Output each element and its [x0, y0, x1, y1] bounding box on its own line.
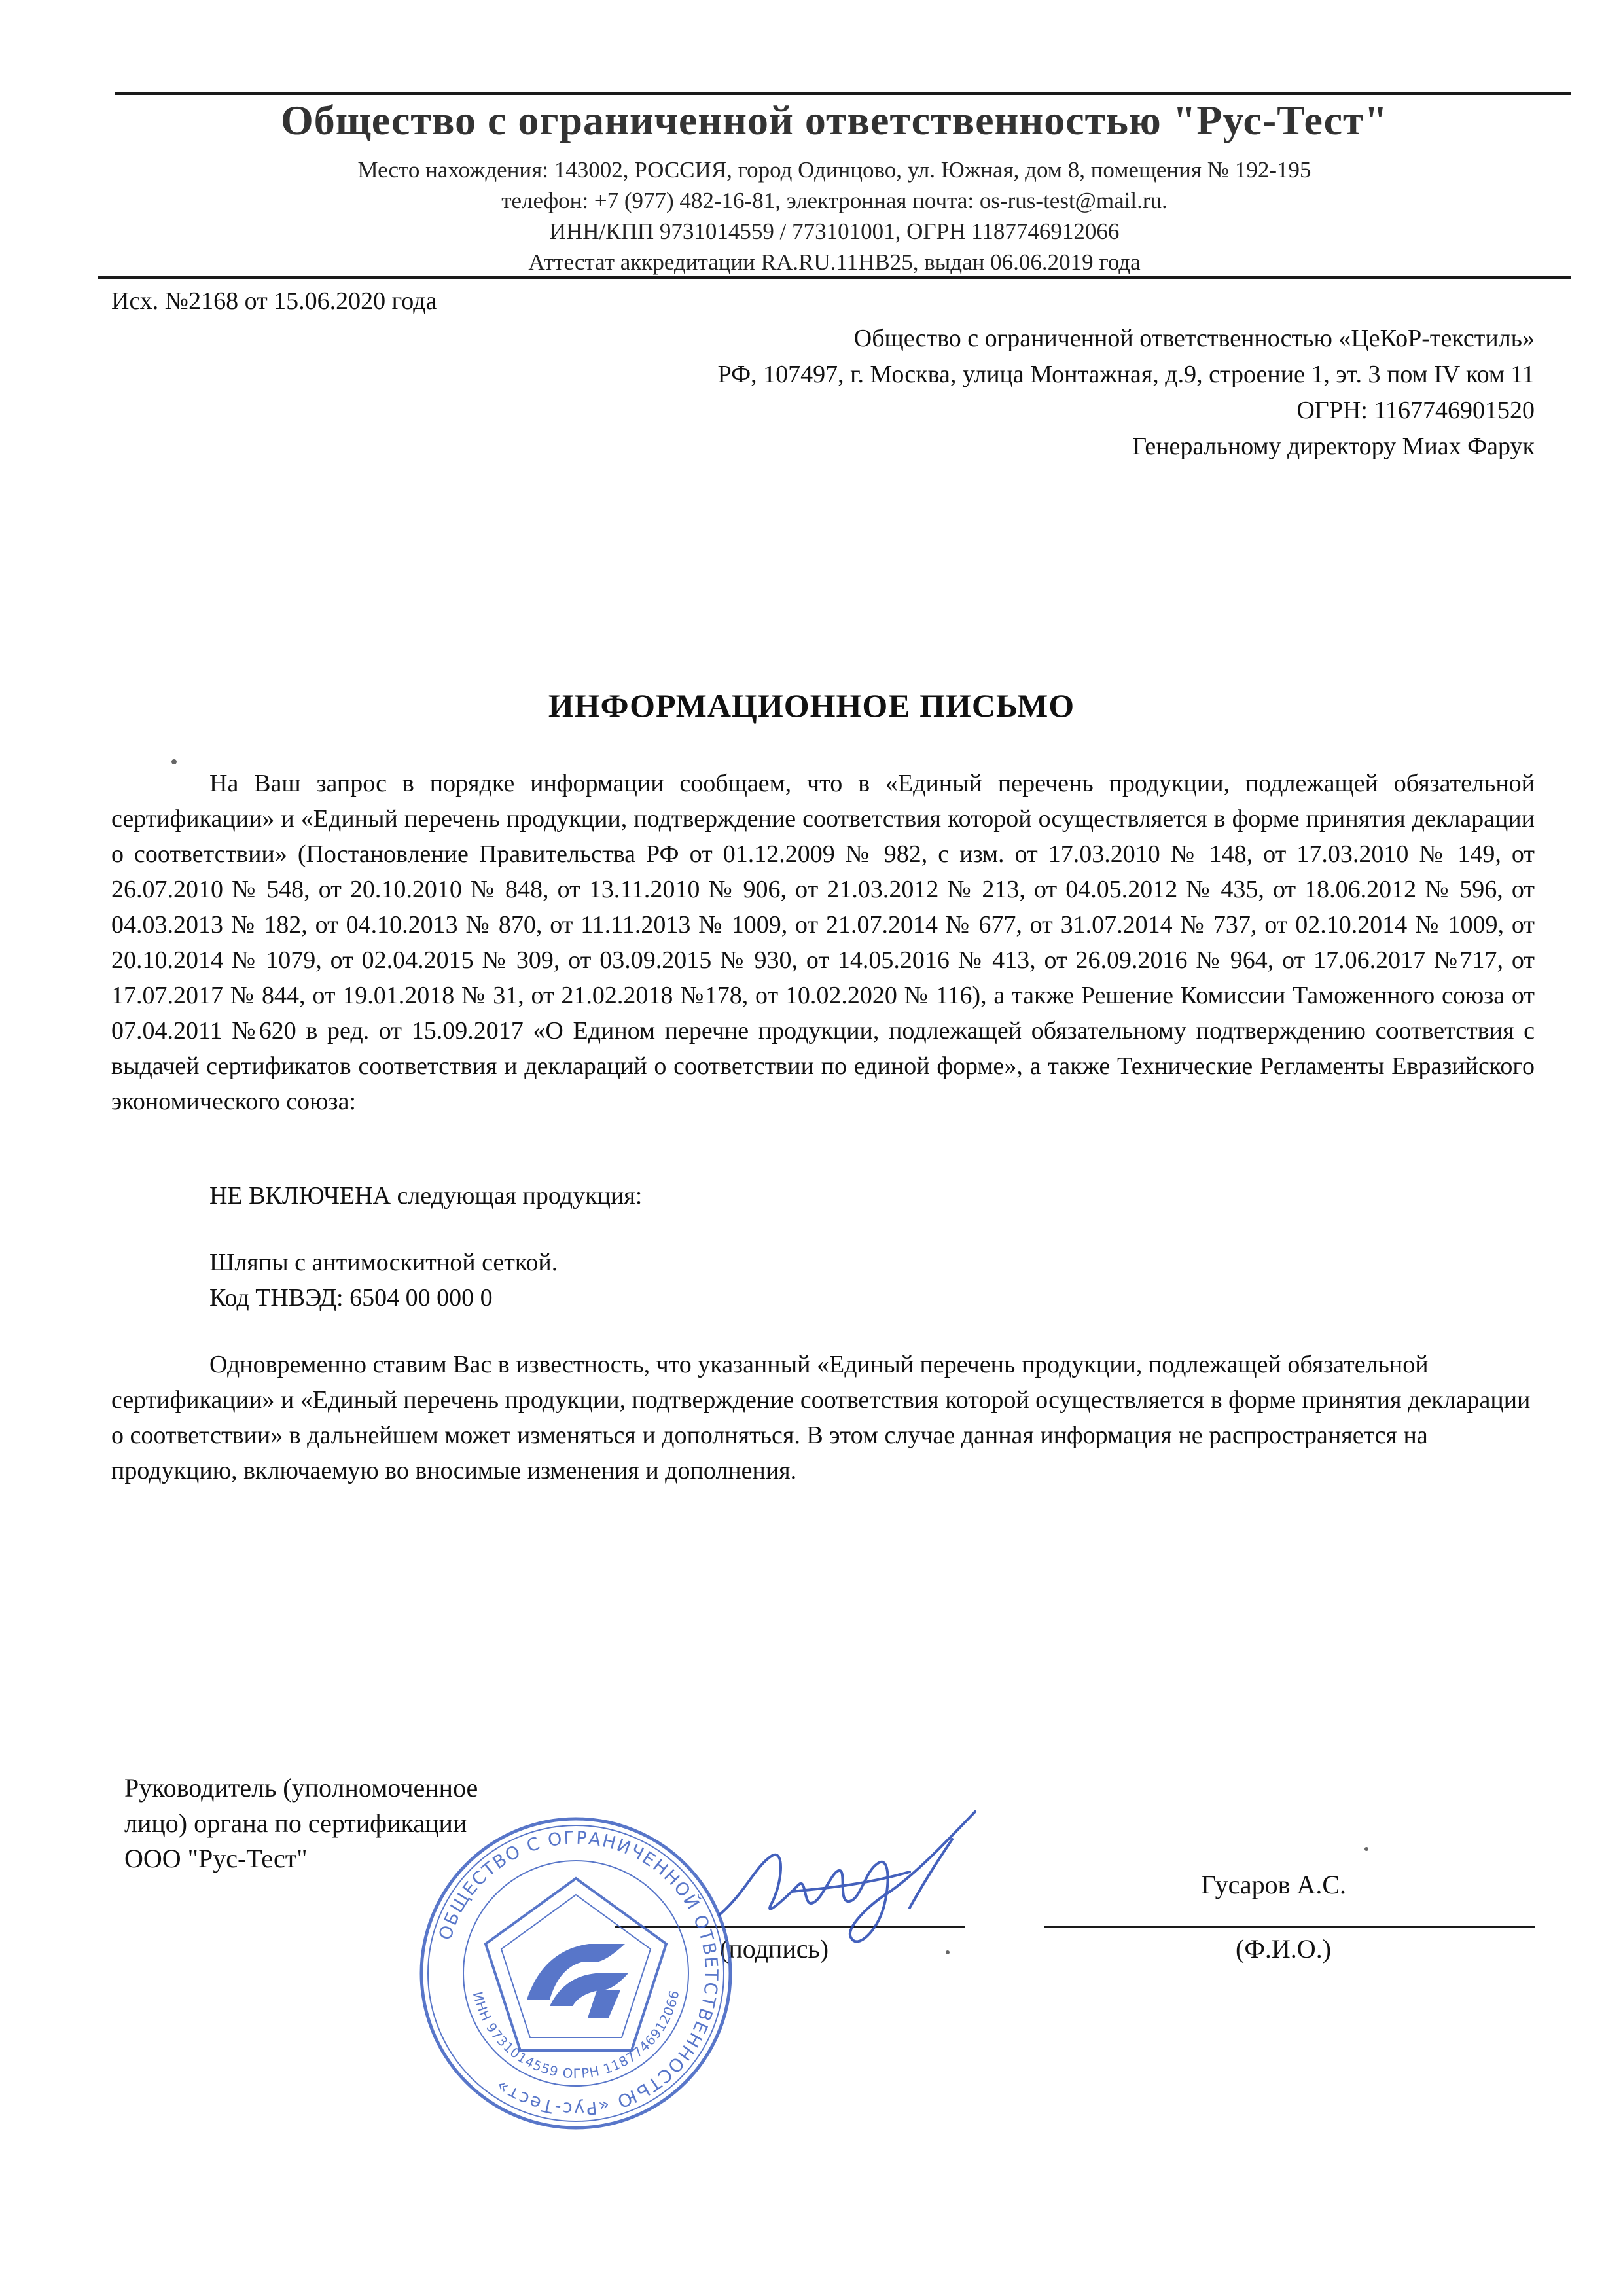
scan-speck [1364, 1847, 1368, 1851]
signatory-role-line-1: Руководитель (уполномоченное [124, 1773, 478, 1803]
name-caption: (Ф.И.О.) [1236, 1934, 1332, 1964]
company-accreditation: Аттестат аккредитации RA.RU.11НВ25, выдан 06.06.2019 года [528, 249, 1141, 275]
signature-caption: (подпись) [720, 1934, 829, 1964]
company-registration: ИНН/КПП 9731014559 / 773101001, ОГРН 1187746912066 [549, 219, 1120, 244]
official-stamp [412, 1810, 740, 2137]
svg-text:ИНН 9731014559 ОГРН 1187746912 [470, 1988, 683, 2081]
body-paragraph-1: На Ваш запрос в порядке информации сообщаем, что в «Единый перечень продукции, подлежащей обязательной сертификации» и «Единый перечень продукции, подтверждение соответствия которой осуществляется в форме принятия декларации о соответствии» (Постановление Правительства РФ от 01.12.2009 № 982, с изм. от 17.03.2010 № 148, от 17.03.2010 № 149, от 26.07.2010 № 548, от 20.10.2010 № 848, от 13.11.2010 № 906, от 21.03.2012 № 213, от 04.05.2012 № 435, от 18.06.2012 № 596, от 04.03.2013 № 182, от 04.10.2013 № 870, от 11.11.2013 № 1009, от 21.07.2014 № 677, от 31.07.2014 № 737, от 02.10.2014 № 1009, от 20.10.2014 № 1079, от 02.04.2015 № 309, от 03.09.2015 № 930, от 14.05.2016 № 413, от 26.09.2016 № 964, от 17.06.2017 №717, от 17.07.2017 № 844, от 19.01.2018 № 31, от 21.02.2018 №178, от 10.02.2020 № 116), а также Решение Комиссии Таможенного союза от 07.04.2011 №620 в ред. от 15.09.2017 «О Едином перечне продукции, подлежащей обязательному подтверждению соответствия с выдачей сертификатов соответствия и деклараций о соответствии по единой форме», а также Технические Регламенты Евразийского экономического союза: [111, 770, 1535, 1115]
product-name: Шляпы с антимоскитной сеткой. [209, 1249, 558, 1276]
not-included-line: НЕ ВКЛЮЧЕНА следующая продукция: [209, 1182, 643, 1210]
addressee-org: Общество с ограниченной ответственностью «ЦеКоР-текстиль» [853, 325, 1535, 352]
signatory-role-line-3: ООО "Рус-Тест" [124, 1844, 308, 1873]
stamp-outer-text: ОБЩЕСТВО С ОГРАНИЧЕННОЙ ОТВЕТСТВЕННОСТЬЮ «Рус-Тест» [435, 1827, 722, 2119]
stamp-inner-text: ИНН 9731014559 ОГРН 1187746912066 [469, 1988, 683, 2082]
company-contacts: телефон: +7 (977) 482-16-81, электронная почта: os-rus-test@mail.ru. [501, 188, 1168, 213]
company-name: Общество с ограниченной ответственностью "Рус-Тест" [280, 97, 1389, 143]
scan-speck [171, 759, 177, 764]
handwritten-signature [694, 1793, 1008, 1964]
stamp-logo-icon [527, 1944, 628, 2018]
body-paragraph-2: Одновременно ставим Вас в известность, что указанный «Единый перечень продукции, подлежащей обязательной сертификации» и «Единый перечень продукции, подтверждение соответствия которой осуществляется в форме принятия декларации о соответствии» в дальнейшем может изменяться и дополняться. В этом случае данная информация не распространяется на продукцию, включаемую во вносимые изменения и дополнения. [111, 1351, 1531, 1484]
document-title: ИНФОРМАЦИОННОЕ ПИСЬМО [548, 687, 1075, 724]
product-code: Код ТНВЭД: 6504 00 000 0 [209, 1284, 493, 1312]
company-address: Место нахождения: 143002, РОССИЯ, город Одинцово, ул. Южная, дом 8, помещения № 192-195 [357, 157, 1311, 183]
addressee-address: РФ, 107497, г. Москва, улица Монтажная, д.9, строение 1, эт. 3 пом IV ком 11 [717, 361, 1535, 388]
signatory-role-line-2: лицо) органа по сертификации [124, 1808, 467, 1838]
outgoing-reference: Исх. №2168 от 15.06.2020 года [111, 287, 437, 315]
signer-name: Гусаров А.С. [1201, 1870, 1347, 1899]
name-line [1044, 1926, 1535, 1928]
addressee-ogrn: ОГРН: 1167746901520 [1296, 397, 1535, 424]
letterhead-bottom-rule [98, 276, 1571, 279]
addressee-recipient: Генеральному директору Миах Фарук [1132, 433, 1535, 460]
scan-speck [946, 1950, 950, 1954]
addressee-block [718, 321, 1535, 465]
letterhead-top-rule [115, 92, 1571, 95]
